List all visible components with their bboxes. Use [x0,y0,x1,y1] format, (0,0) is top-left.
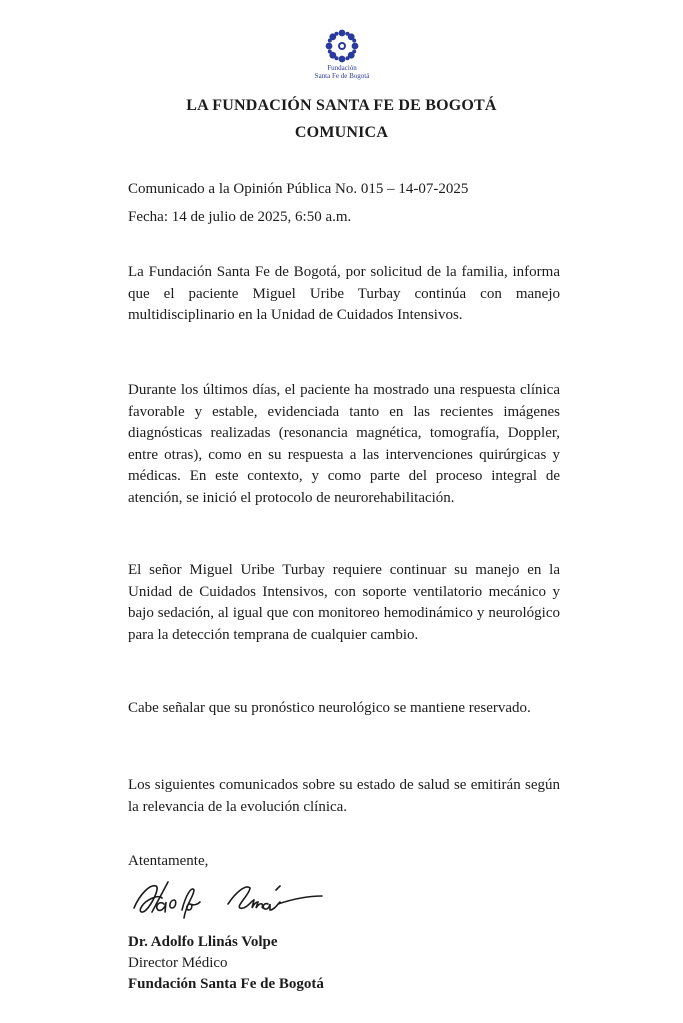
signatory [128,932,324,995]
page-title: LA FUNDACIÓN SANTA FE DE BOGOTÁ [186,97,497,114]
signature [128,874,328,929]
fsfb-logo [311,28,373,80]
logo-text-line1: Fundación [327,64,357,72]
paragraph-5: Los siguientes comunicados sobre su estado de salud se emitirán según la relevancia de la evolución clínica. [128,777,560,815]
communique-number: Comunicado a la Opinión Pública No. 015 – 14-07-2025 [128,181,469,197]
salutation: Atentamente, [128,853,209,869]
paragraph-2: Durante los últimos días, el paciente ha mostrado una respuesta clínica favorable y estable, evidenciada tanto en las recientes imágenes diagnósticas realizadas (resonancia magnética, tomografía, Doppler, entre otras), como en su respuesta a las intervenciones quirúrgicas y médicas. En este contexto, y como parte del proceso integral de atención, se inició el protocolo de neurorehabilitación. [128,382,560,506]
signatory-org: Fundación Santa Fe de Bogotá [128,976,324,992]
logo-text-line2: Santa Fe de Bogotá [314,72,370,80]
fsfb-flower-logo-icon [324,28,360,64]
signatory-role: Director Médico [128,955,228,971]
paragraph-4: Cabe señalar que su pronóstico neurológico se mantiene reservado. [128,700,531,716]
communique-date: Fecha: 14 de julio de 2025, 6:50 a.m. [128,209,352,225]
paragraph-1: La Fundación Santa Fe de Bogotá, por solicitud de la familia, informa que el paciente Miguel Uribe Turbay continúa con manejo multidisciplinario en la Unidad de Cuidados Intensivos. [128,264,560,323]
handwritten-signature-icon [128,874,328,924]
paragraph-3: El señor Miguel Uribe Turbay requiere continuar su manejo en la Unidad de Cuidados Intensivos, con soporte ventilatorio mecánico y bajo sedación, al igual que con monitoreo hemodinámico y neurológico para la detección temprana de cualquier cambio. [128,562,560,643]
signatory-name: Dr. Adolfo Llinás Volpe [128,934,278,950]
page-subtitle: COMUNICA [294,124,389,141]
